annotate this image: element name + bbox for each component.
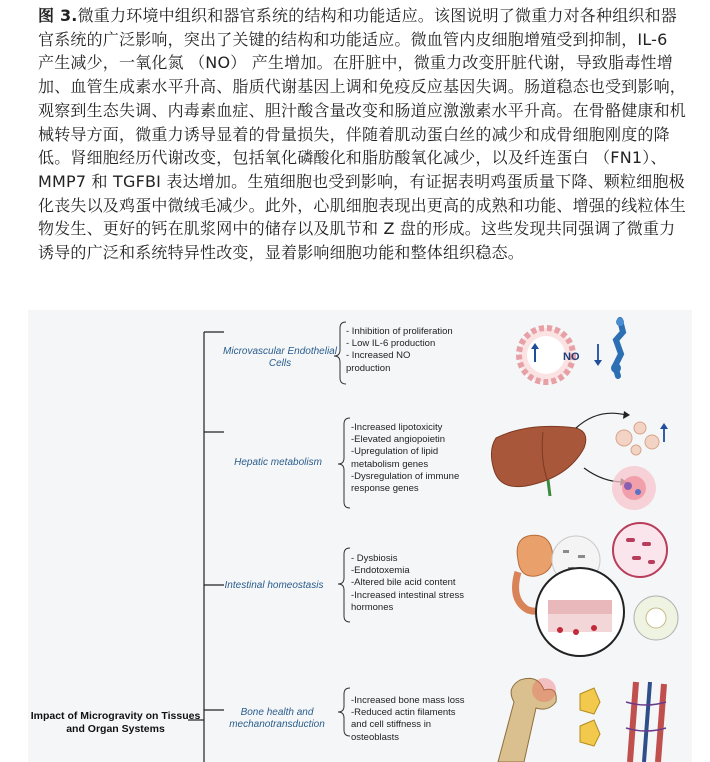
no-label: NO <box>563 351 580 363</box>
bullet-item: - Inhibition of proliferation <box>346 326 453 337</box>
bullet-item: -Elevated angiopoietin <box>351 434 446 446</box>
bullet-item: -Increased intestinal stress <box>351 589 464 601</box>
bullet-item: -Altered bile acid content <box>351 577 456 589</box>
bone-icon <box>498 678 556 762</box>
section-title-endothelial: Microvascular Endothelial Cells <box>223 346 337 369</box>
caption-label: 图 3. <box>38 6 78 25</box>
bullet-item: production <box>346 362 391 374</box>
bullet-item: - Dysbiosis <box>351 553 398 564</box>
bullet-item: -Increased bone mass loss <box>351 695 465 706</box>
il6-molecule-icon <box>611 318 624 376</box>
bullet-item: - Low IL-6 production <box>346 338 436 350</box>
figure-main-label: Impact of Microgravity on Tissues and Organ Systems <box>30 710 201 735</box>
bullet-item: -Endotoxemia <box>351 565 410 577</box>
figure-caption <box>38 4 688 265</box>
liver-icon <box>491 426 585 496</box>
arrow-head-icon <box>623 411 630 419</box>
section-bullets-intestinal <box>351 553 464 614</box>
immune-cells-icon <box>612 466 656 510</box>
down-arrow-icon <box>594 344 602 366</box>
bullet-item: hormones <box>351 601 394 613</box>
intestinal-lumen-icon <box>536 568 624 656</box>
section-title-intestinal: Intestinal homeostasis <box>224 580 324 591</box>
bullet-item: -Increased lipotoxicity <box>351 422 443 433</box>
bullet-item: and cell stiffness in <box>351 719 432 731</box>
villi-cross-section-icon <box>634 596 678 640</box>
section-title-bone: Bone health and mechanotransduction <box>229 707 325 730</box>
microbiome-circle-icon <box>613 523 667 577</box>
bullet-item: response genes <box>351 483 419 495</box>
section-bullets-bone <box>351 695 465 744</box>
bullet-item: -Reduced actin filaments <box>351 707 456 719</box>
actin-filaments-icon <box>626 682 666 762</box>
section-title-hepatic: Hepatic metabolism <box>234 457 322 468</box>
section-braces <box>334 322 350 736</box>
bullet-item: osteoblasts <box>351 731 400 743</box>
lipid-droplets-icon <box>616 422 659 455</box>
figure-panel <box>28 310 692 762</box>
bullet-item: - Increased NO <box>346 350 411 362</box>
up-arrow-icon <box>660 423 668 442</box>
bullet-item: -Upregulation of lipid <box>351 446 439 458</box>
osteoblast-cells-icon <box>580 688 600 746</box>
bullet-item: metabolism genes <box>351 458 429 470</box>
tree-bracket <box>188 332 224 762</box>
caption-text: 微重力环境中组织和器官系统的结构和功能适应。该图说明了微重力对各种组织和器官系统的广泛影响，突出了关键的结构和功能适应。微血管内皮细胞增殖受到抑制，IL-6 产生减少，一氧化氮 （NO） 产生增加。在肝脏中，微重力改变肝脏代谢，导致脂毒性增加、血管生成素水平升高、脂质代谢基因上调和免疫反应基因失调。肠道稳态也受到影响，观察到生态失调、内毒素血症、胆汁酸含量改变和肠道应激激素水平升高。在骨骼健康和机械转导方面，微重力诱导显着的骨量损失，伴随着肌动蛋白丝的减少和成骨细胞刚度的降低。肾细胞经历代谢改变，包括氧化磷酸化和脂肪酸氧化减少，以及纤连蛋白 （FN1）、MMP7 和 TGFBI 表达增加。生殖细胞也受到影响，有证据表明鸡蛋质量下降、颗粒细胞极化丧失以及鸡蛋中微绒毛减少。此外，心肌细胞表现出更高的成熟和功能、增强的线粒体生物发生、更好的钙在肌浆网中的储存以及肌节和 Z 盘的形成。这些发现共同强调了微重力诱导的广泛和系统特异性改变，显着影响细胞功能和整体组织稳态。 <box>38 6 687 263</box>
section-bullets-hepatic <box>351 422 459 495</box>
bullet-item: -Dysregulation of immune <box>351 470 460 482</box>
section-bullets-endothelial <box>346 326 453 375</box>
